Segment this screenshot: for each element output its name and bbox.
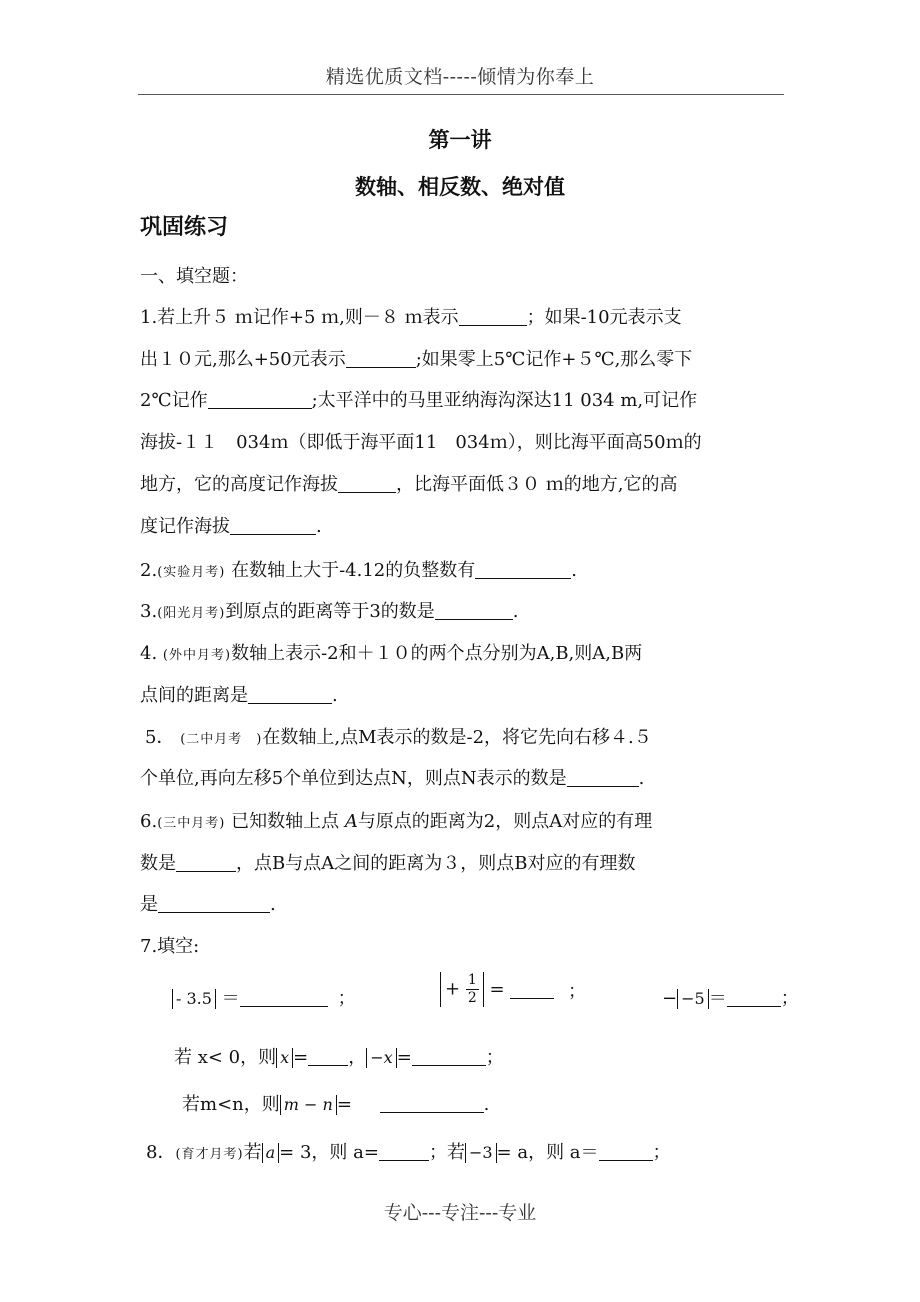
q8-number: 8． bbox=[146, 1142, 176, 1163]
page-header: 精选优质文档-----倾情为你奉上 bbox=[325, 66, 595, 88]
q1-text: ，比海平面低３０ ｍ的地方,它的高 bbox=[396, 474, 678, 495]
q6-text: ，点B与点A之间的距离为３，则点B对应的有理数 bbox=[236, 853, 636, 874]
q5-text: 在数轴上,点M表示的数是-2，将它先向右移４.５ bbox=[262, 727, 652, 748]
equals-sign: = bbox=[293, 1047, 309, 1068]
q3-text: 到原点的距离等于3的数是 bbox=[225, 601, 435, 622]
separator: ； bbox=[780, 988, 799, 1009]
answer-blank[interactable] bbox=[435, 601, 513, 620]
fraction-denominator: 2 bbox=[467, 990, 477, 1006]
answer-blank[interactable] bbox=[567, 768, 639, 787]
q8 bbox=[146, 1138, 796, 1164]
q7-text: 若 x< 0，则 bbox=[174, 1047, 277, 1068]
q5-line1 bbox=[145, 723, 795, 749]
q2-end: . bbox=[571, 560, 577, 581]
abs-expression: −x bbox=[366, 1048, 396, 1068]
plus-sign: + bbox=[445, 978, 461, 1000]
q1-line4: 海拔-１１ 034ｍ（即低于海平面11 034ｍ），则比海平面高50ｍ的 bbox=[140, 432, 702, 453]
q2-number: 2. bbox=[140, 560, 158, 581]
q4-source: (外中月考) bbox=[162, 648, 232, 663]
answer-blank[interactable] bbox=[475, 560, 571, 579]
q5-source: (二中月考 ) bbox=[180, 732, 263, 747]
answer-blank[interactable] bbox=[176, 853, 236, 872]
answer-blank[interactable] bbox=[248, 685, 332, 704]
fraction bbox=[466, 972, 479, 1007]
q3-number: 3. bbox=[140, 601, 158, 622]
q7-row1 bbox=[172, 972, 799, 1010]
q4-text: 点间的距离是 bbox=[140, 685, 248, 706]
q1-text: ;太平洋中的马里亚纳海沟深达11 034 m,可记作 bbox=[311, 390, 698, 411]
q4-text: 数轴上表示-2和＋１０的两个点分别为A,B,则A,B两 bbox=[231, 643, 643, 664]
section-heading: 巩固练习 bbox=[140, 215, 229, 240]
answer-blank[interactable] bbox=[412, 1047, 486, 1066]
q1-text: 度记作海拔 bbox=[140, 516, 230, 537]
answer-blank[interactable] bbox=[308, 1047, 348, 1066]
q7-title: 7.填空: bbox=[140, 936, 200, 957]
q1-line2 bbox=[140, 345, 790, 371]
answer-blank[interactable] bbox=[459, 307, 527, 326]
q1-text: . bbox=[316, 516, 322, 537]
q1-line3 bbox=[140, 386, 790, 412]
separator: ； bbox=[337, 988, 356, 1009]
minus-sign: − bbox=[662, 988, 678, 1009]
q2-text: 在数轴上大于-4.12的负整数有 bbox=[231, 560, 476, 581]
q8-text: ；若 bbox=[428, 1142, 465, 1163]
q1-text: ;如果零上5℃记作+５℃,那么零下 bbox=[415, 349, 693, 370]
q3-end: . bbox=[512, 601, 519, 622]
abs-bars bbox=[440, 972, 484, 1007]
separator: ； bbox=[568, 980, 587, 1002]
abs-expression: - 3.5 bbox=[172, 989, 216, 1009]
q1-line5 bbox=[140, 470, 790, 496]
q1-text: 2℃记作 bbox=[140, 390, 208, 411]
q6-line3 bbox=[140, 890, 790, 916]
q2-source: (实验月考) bbox=[157, 565, 226, 580]
q1-line1 bbox=[140, 303, 790, 329]
answer-blank[interactable] bbox=[240, 988, 328, 1007]
lecture-title: 第一讲 bbox=[428, 128, 492, 152]
abs-expression: a bbox=[262, 1143, 280, 1163]
separator: . bbox=[483, 1094, 490, 1115]
q8-text: 若 bbox=[243, 1142, 262, 1163]
q2 bbox=[140, 556, 790, 582]
q6-text: 已知数轴上点 bbox=[231, 811, 340, 832]
header-divider bbox=[138, 94, 784, 95]
q1-line6 bbox=[140, 512, 790, 538]
q5-number: 5． bbox=[145, 727, 175, 748]
separator: ， bbox=[348, 1047, 367, 1068]
q3 bbox=[140, 597, 790, 623]
answer-blank[interactable] bbox=[346, 349, 416, 368]
q5-end: . bbox=[638, 768, 645, 789]
answer-blank[interactable] bbox=[158, 894, 270, 913]
q6-text: 数是 bbox=[140, 853, 176, 874]
q6-source: (三中月考) bbox=[157, 816, 226, 831]
q7-text: 若m<n，则 bbox=[182, 1094, 280, 1115]
q5-text: 个单位,再向左移5个单位到达点N，则点N表示的数是 bbox=[140, 768, 567, 789]
equals-sign: ＝ bbox=[708, 988, 727, 1009]
q8-text: = 3，则 a= bbox=[279, 1142, 379, 1163]
equals-sign: = bbox=[336, 1094, 352, 1115]
q6-variable: A bbox=[344, 811, 358, 832]
abs-fraction-expression bbox=[440, 972, 586, 1007]
q7-row2 bbox=[174, 1043, 824, 1069]
q1-text: 出１０元,那么+50元表示 bbox=[140, 349, 346, 370]
q6-line1 bbox=[140, 807, 790, 833]
q6-number: 6. bbox=[140, 811, 158, 832]
equals-sign: = bbox=[396, 1047, 412, 1068]
separator: ； bbox=[485, 1047, 504, 1068]
equals-sign: = bbox=[489, 979, 505, 1000]
answer-blank[interactable] bbox=[727, 988, 781, 1007]
fraction-numerator: 1 bbox=[467, 972, 477, 988]
q6-text: 是 bbox=[140, 894, 158, 915]
answer-blank[interactable] bbox=[599, 1142, 653, 1161]
answer-blank[interactable] bbox=[380, 1094, 484, 1113]
q3-source: (阳光月考) bbox=[157, 606, 226, 621]
answer-blank[interactable] bbox=[338, 474, 396, 493]
q6-end: . bbox=[270, 894, 276, 915]
q4-number: 4. bbox=[140, 643, 158, 664]
answer-blank[interactable] bbox=[510, 980, 554, 999]
q1-text: 地方，它的高度记作海拔 bbox=[140, 474, 338, 495]
q1-text: ；如果-10元表示支 bbox=[526, 307, 682, 328]
q4-line1 bbox=[140, 639, 790, 665]
abs-expression: x bbox=[276, 1048, 293, 1068]
q8-source: (育才月考) bbox=[175, 1147, 244, 1162]
answer-blank[interactable] bbox=[379, 1142, 429, 1161]
abs-expression: m − n bbox=[280, 1095, 337, 1115]
part-heading: 一、填空题： bbox=[140, 266, 248, 287]
q6-line2 bbox=[140, 849, 790, 875]
q7-row3 bbox=[182, 1090, 832, 1116]
neg-abs-expression bbox=[662, 984, 799, 1010]
q8-text: = a，则 a＝ bbox=[496, 1142, 599, 1163]
page-footer: 专心---专注---专业 bbox=[383, 1202, 537, 1224]
abs-expression: −5 bbox=[677, 989, 709, 1009]
q1-text: 1.若上升５ ｍ记作+5 ｍ,则－８ ｍ表示 bbox=[140, 307, 459, 328]
equals-sign: ＝ bbox=[221, 988, 240, 1009]
q8-end: ； bbox=[652, 1142, 671, 1163]
abs-expression: −3 bbox=[465, 1143, 497, 1163]
q5-line2 bbox=[140, 764, 790, 790]
answer-blank[interactable] bbox=[208, 390, 312, 409]
q4-line2 bbox=[140, 681, 790, 707]
q6-text: 与原点的距离为2，则点A对应的有理 bbox=[357, 811, 653, 832]
lecture-subtitle: 数轴、相反数、绝对值 bbox=[355, 175, 565, 199]
q4-end: . bbox=[332, 685, 338, 706]
answer-blank[interactable] bbox=[230, 516, 316, 535]
